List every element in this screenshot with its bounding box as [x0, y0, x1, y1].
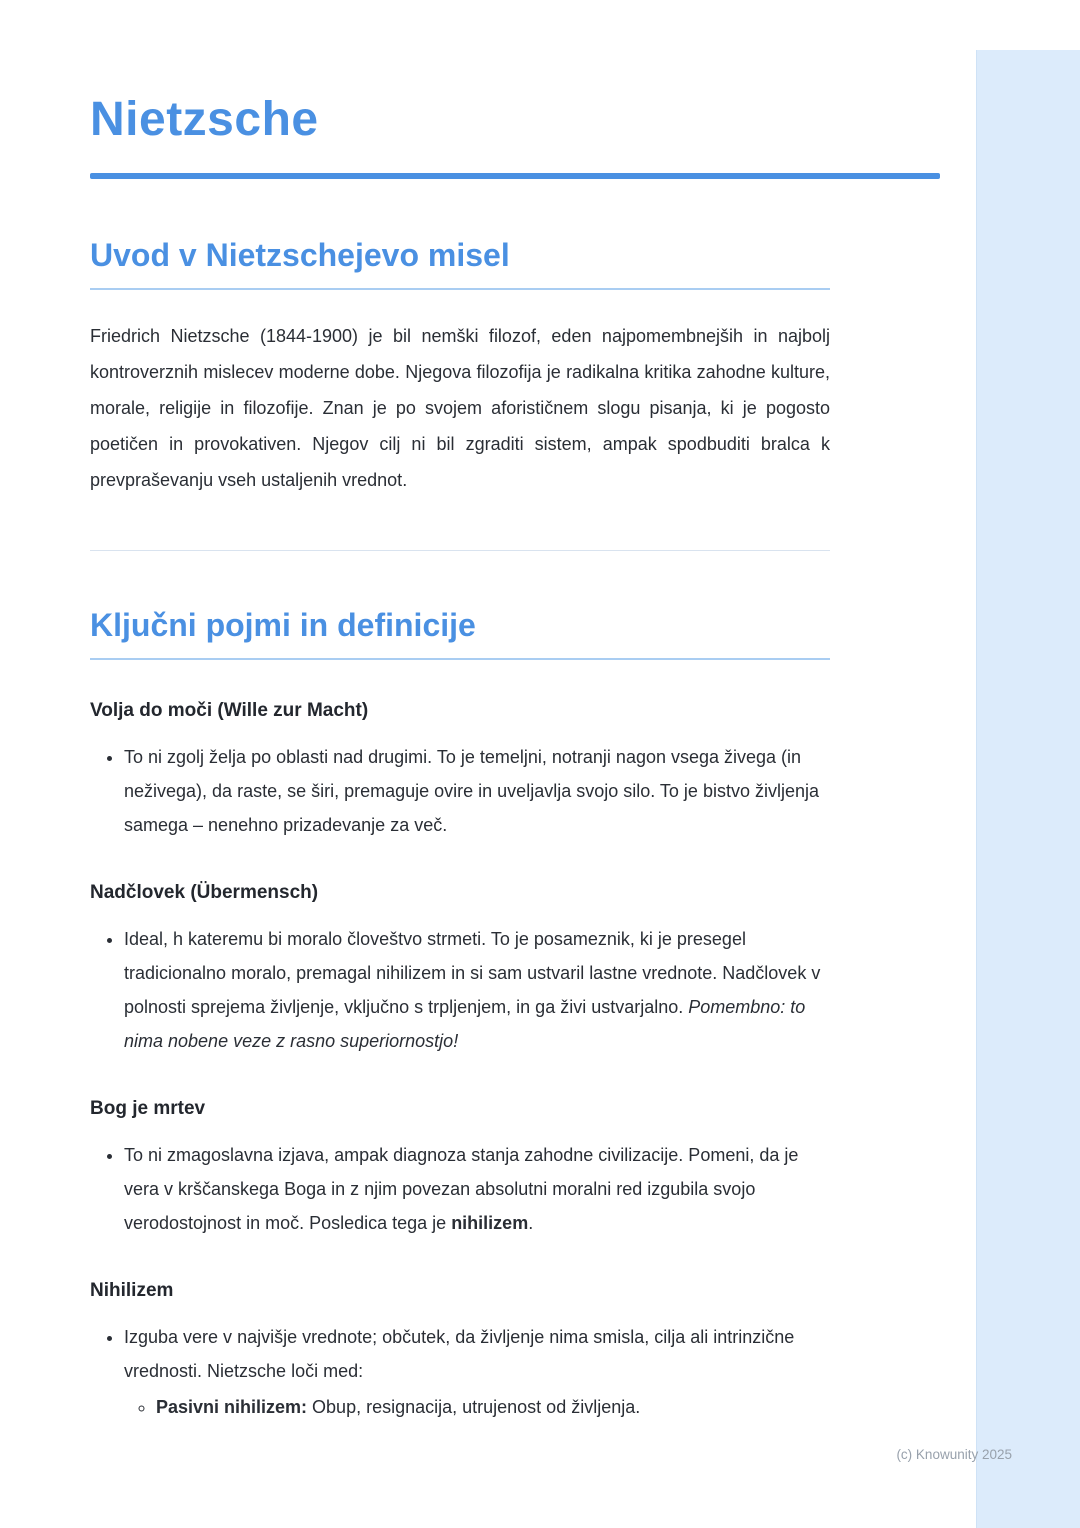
- copyright-footer: (c) Knowunity 2025: [896, 1447, 1012, 1462]
- list-item: [124, 922, 830, 1058]
- bullet-text: Izguba vere v najvišje vrednote; občutek, da življenje nima smisla, cilja ali intrinzične vrednosti. Nietzsche loči med:: [124, 1327, 795, 1381]
- sub-bullet-bold-label: Pasivni nihilizem:: [156, 1397, 308, 1417]
- term-heading-nihilizem: Nihilizem: [90, 1280, 174, 1301]
- term-heading-volja-do-moci: Volja do moči (Wille zur Macht): [90, 700, 369, 721]
- italic-note: Pomembno: to nima nobene veze z rasno superiornostjo!: [124, 997, 806, 1051]
- term-heading-nadclovek: Nadčlovek (Übermensch): [90, 882, 319, 903]
- bold-term-inline: nihilizem: [451, 1213, 529, 1233]
- bullet-list: [90, 1138, 830, 1240]
- bullet-list: [90, 740, 830, 842]
- bullet-text: To ni zmagoslavna izjava, ampak diagnoza stanja zahodne civilizacije. Pomeni, da je vera v krščanskega Boga in z njim povezan absolutni moralni red izgubila svojo verodostojnost in moč. Posledica tega je: [124, 1145, 799, 1233]
- list-item: [124, 1138, 830, 1240]
- right-side-panel: [976, 50, 1080, 1528]
- page-title: Nietzsche: [90, 93, 319, 146]
- section-heading-intro: Uvod v Nietzschejevo misel: [90, 237, 830, 290]
- section-divider: [90, 550, 830, 551]
- title-underline-rule: [90, 173, 940, 179]
- list-item: [124, 740, 830, 842]
- intro-paragraph: Friedrich Nietzsche (1844-1900) je bil nemški filozof, eden najpomembnejših in najbolj kontroverznih mislecev moderne dobe. Njegova filozofija je radikalna kritika zahodne kulture, morale, religije in filozofije. Znan je po svojem aforističnem slogu pisanja, ki je pogosto poetičen in provokativen. Njegov cilj ni bil zgraditi sistem, ampak spodbuditi bralca k prevpraševanju vseh ustaljenih vrednot.: [90, 326, 830, 490]
- term-heading-bog-je-mrtev: Bog je mrtev: [90, 1098, 206, 1119]
- sub-list-item: [156, 1390, 830, 1424]
- sub-bullet-list: [124, 1390, 830, 1424]
- list-item: [124, 1320, 830, 1424]
- section-heading-concepts: Ključni pojmi in definicije: [90, 607, 830, 660]
- bullet-text-after: .: [528, 1213, 534, 1233]
- sub-bullet-text: Obup, resignacija, utrujenost od življenja.: [307, 1397, 641, 1417]
- bullet-text: To ni zgolj želja po oblasti nad drugimi. To je temeljni, notranji nagon vsega živega (in neživega), da raste, se širi, premaguje ovire in uveljavlja svojo silo. To je bistvo življenja samega – nenehno prizadevanje za več.: [124, 747, 819, 835]
- bullet-list: [90, 922, 830, 1058]
- bullet-text: Ideal, h kateremu bi moralo človeštvo strmeti. To je posameznik, ki je presegel tradicionalno moralo, premagal nihilizem in si sam ustvaril lastne vrednote. Nadčlovek v polnosti sprejema življenje, vključno s trpljenjem, in ga živi ustvarjalno.: [124, 929, 821, 1017]
- bullet-list: [90, 1320, 830, 1424]
